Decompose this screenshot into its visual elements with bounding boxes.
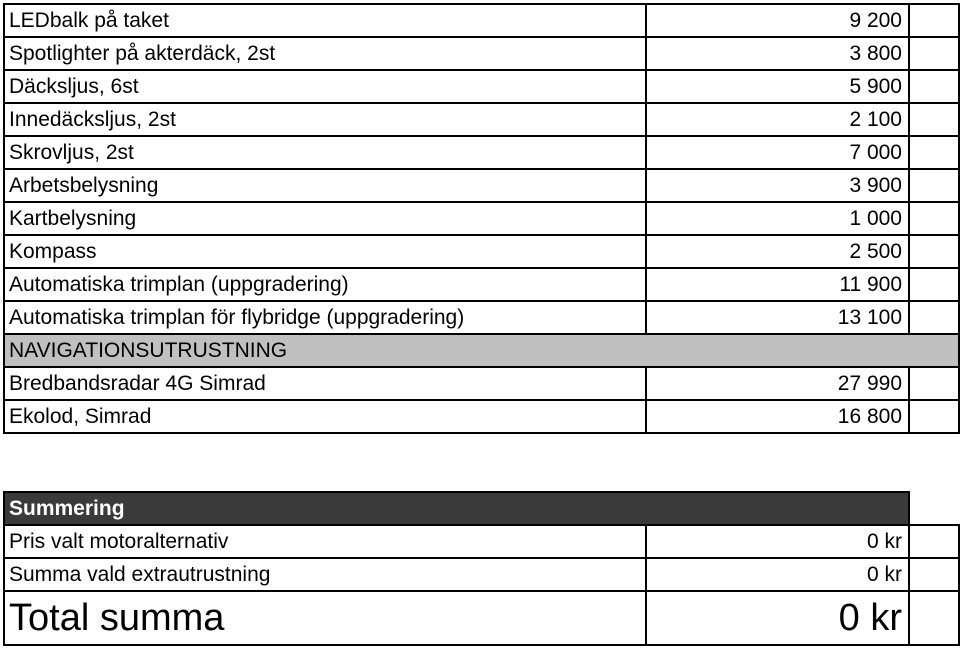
item-name: Kompass xyxy=(4,235,646,268)
engine-price-label: Pris valt motoralternativ xyxy=(4,525,646,558)
item-price: 13 100 xyxy=(646,301,909,334)
item-price: 1 000 xyxy=(646,202,909,235)
item-price: 3 800 xyxy=(646,37,909,70)
section-title: NAVIGATIONSUTRUSTNING xyxy=(4,334,959,367)
total-label: Total summa xyxy=(4,591,646,645)
table-row xyxy=(4,202,959,235)
item-extra-cell xyxy=(909,4,959,37)
summary-extra-cell xyxy=(909,525,959,558)
table-row xyxy=(4,268,959,301)
item-name: Skrovljus, 2st xyxy=(4,136,646,169)
summary-extra-cell xyxy=(909,558,959,591)
item-name: Arbetsbelysning xyxy=(4,169,646,202)
item-name: Automatiska trimplan för flybridge (uppgradering) xyxy=(4,301,646,334)
summary-row xyxy=(4,558,959,591)
extras-sum-value: 0 kr xyxy=(646,558,909,591)
table-row xyxy=(4,37,959,70)
total-value: 0 kr xyxy=(646,591,909,645)
item-extra-cell xyxy=(909,202,959,235)
item-price: 5 900 xyxy=(646,70,909,103)
item-price: 2 100 xyxy=(646,103,909,136)
item-price: 9 200 xyxy=(646,4,909,37)
item-extra-cell xyxy=(909,169,959,202)
table-row xyxy=(4,235,959,268)
item-extra-cell xyxy=(909,367,959,400)
table-row xyxy=(4,301,959,334)
summary-table xyxy=(3,491,960,646)
item-name: Innedäcksljus, 2st xyxy=(4,103,646,136)
table-row xyxy=(4,70,959,103)
table-row xyxy=(4,367,959,400)
item-name: LEDbalk på taket xyxy=(4,4,646,37)
summary-header-row xyxy=(4,492,959,525)
item-extra-cell xyxy=(909,301,959,334)
table-row xyxy=(4,169,959,202)
item-name: Spotlighter på akterdäck, 2st xyxy=(4,37,646,70)
table-row xyxy=(4,103,959,136)
item-extra-cell xyxy=(909,400,959,433)
item-extra-cell xyxy=(909,37,959,70)
item-price: 27 990 xyxy=(646,367,909,400)
equipment-table xyxy=(3,3,960,434)
summary-row xyxy=(4,525,959,558)
section-header-row xyxy=(4,334,959,367)
item-name: Bredbandsradar 4G Simrad xyxy=(4,367,646,400)
item-name: Däcksljus, 6st xyxy=(4,70,646,103)
summary-extra-cell xyxy=(909,591,959,645)
table-row xyxy=(4,4,959,37)
summary-header-blank xyxy=(909,492,959,525)
item-name: Ekolod, Simrad xyxy=(4,400,646,433)
item-price: 11 900 xyxy=(646,268,909,301)
table-row xyxy=(4,136,959,169)
item-price: 3 900 xyxy=(646,169,909,202)
item-extra-cell xyxy=(909,235,959,268)
item-price: 2 500 xyxy=(646,235,909,268)
item-name: Kartbelysning xyxy=(4,202,646,235)
item-price: 16 800 xyxy=(646,400,909,433)
item-extra-cell xyxy=(909,103,959,136)
extras-sum-label: Summa vald extrautrustning xyxy=(4,558,646,591)
item-name: Automatiska trimplan (uppgradering) xyxy=(4,268,646,301)
item-price: 7 000 xyxy=(646,136,909,169)
item-extra-cell xyxy=(909,268,959,301)
engine-price-value: 0 kr xyxy=(646,525,909,558)
item-extra-cell xyxy=(909,136,959,169)
table-row xyxy=(4,400,959,433)
summary-title: Summering xyxy=(4,492,909,525)
item-extra-cell xyxy=(909,70,959,103)
total-row xyxy=(4,591,959,645)
